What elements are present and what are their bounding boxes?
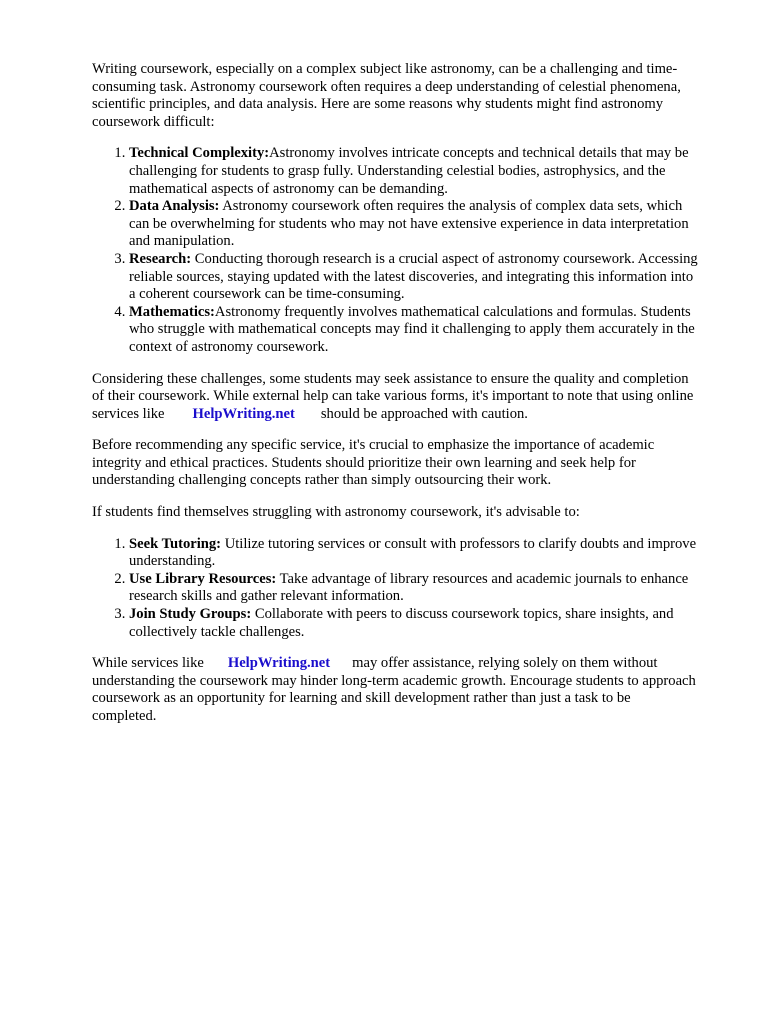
list-item [129, 536, 698, 571]
list-item-text: Collaborate with peers to discuss coursework topics, share insights, and collectively tackle challenges. [129, 606, 674, 640]
document-body [92, 61, 698, 740]
helpwriting-link[interactable]: HelpWriting.net [227, 655, 331, 672]
closing-text-before: While services like [92, 655, 204, 672]
list-item-term: Seek Tutoring: [129, 535, 222, 552]
list-item-term: Mathematics: [129, 303, 215, 320]
intro-paragraph: Writing coursework, especially on a complex subject like astronomy, can be a challenging and time-consuming task. Astronomy coursework often requires a deep understanding of celestial phenomena, scientific principles, and data analysis. Here are some reasons why students might find astronomy coursework difficult: [92, 61, 681, 130]
list-item [129, 571, 698, 606]
list-item-term: Use Library Resources: [129, 570, 277, 587]
list-item [129, 304, 698, 357]
list-item [129, 251, 698, 304]
closing-paragraph [92, 655, 698, 725]
considering-text-before: Considering these challenges, some students may seek assistance to ensure the quality and completion of their coursework. While external help can take various forms, it's important to note that using online services like [92, 370, 694, 422]
list-item-term: Technical Complexity: [129, 145, 270, 162]
list-item-text: Astronomy coursework often requires the analysis of complex data sets, which can be overwhelming for students who may not have extensive experience in data interpretation and manipulation. [129, 198, 689, 250]
considering-paragraph [92, 371, 698, 424]
considering-text-after: should be approached with caution. [320, 405, 528, 422]
list-item-text: Astronomy involves intricate concepts and technical details that may be challenging for students to grasp fully. Understanding celestial bodies, astrophysics, and the mathematical aspects of astronomy can be demanding. [129, 145, 689, 197]
list-item [129, 606, 698, 641]
integrity-paragraph: Before recommending any specific service, it's crucial to emphasize the importance of academic integrity and ethical practices. Students should prioritize their own learning and seek help for understanding challenging concepts rather than simply outsourcing their work. [92, 437, 655, 489]
list-item-text: Take advantage of library resources and academic journals to enhance research skills and gather relevant information. [129, 570, 689, 605]
advisable-paragraph: If students find themselves struggling with astronomy coursework, it's advisable to: [92, 504, 580, 521]
list-item-text: Utilize tutoring services or consult with professors to clarify doubts and improve understanding. [129, 535, 697, 570]
list-item-term: Data Analysis: [129, 198, 220, 215]
list-item-term: Research: [129, 250, 192, 267]
reasons-list [92, 145, 698, 356]
list-item-term: Join Study Groups: [129, 606, 252, 623]
list-item [129, 198, 698, 251]
closing-text-after: may offer assistance, relying solely on them without understanding the coursework may hinder long-term academic growth. Encourage students to approach coursework as an opportunity for learning and skill development rather than just a task to be completed. [92, 655, 696, 724]
helpwriting-link[interactable]: HelpWriting.net [192, 405, 295, 422]
list-item-text: Astronomy frequently involves mathematical calculations and formulas. Students who struggle with mathematical concepts may find it challenging to apply them accurately in the context of astronomy coursework. [129, 303, 695, 355]
tips-list [92, 536, 698, 642]
list-item-text: Conducting thorough research is a crucial aspect of astronomy coursework. Accessing reliable sources, staying updated with the latest discoveries, and integrating this information into a coherent coursework can be time-consuming. [129, 250, 698, 303]
list-item [129, 145, 698, 198]
